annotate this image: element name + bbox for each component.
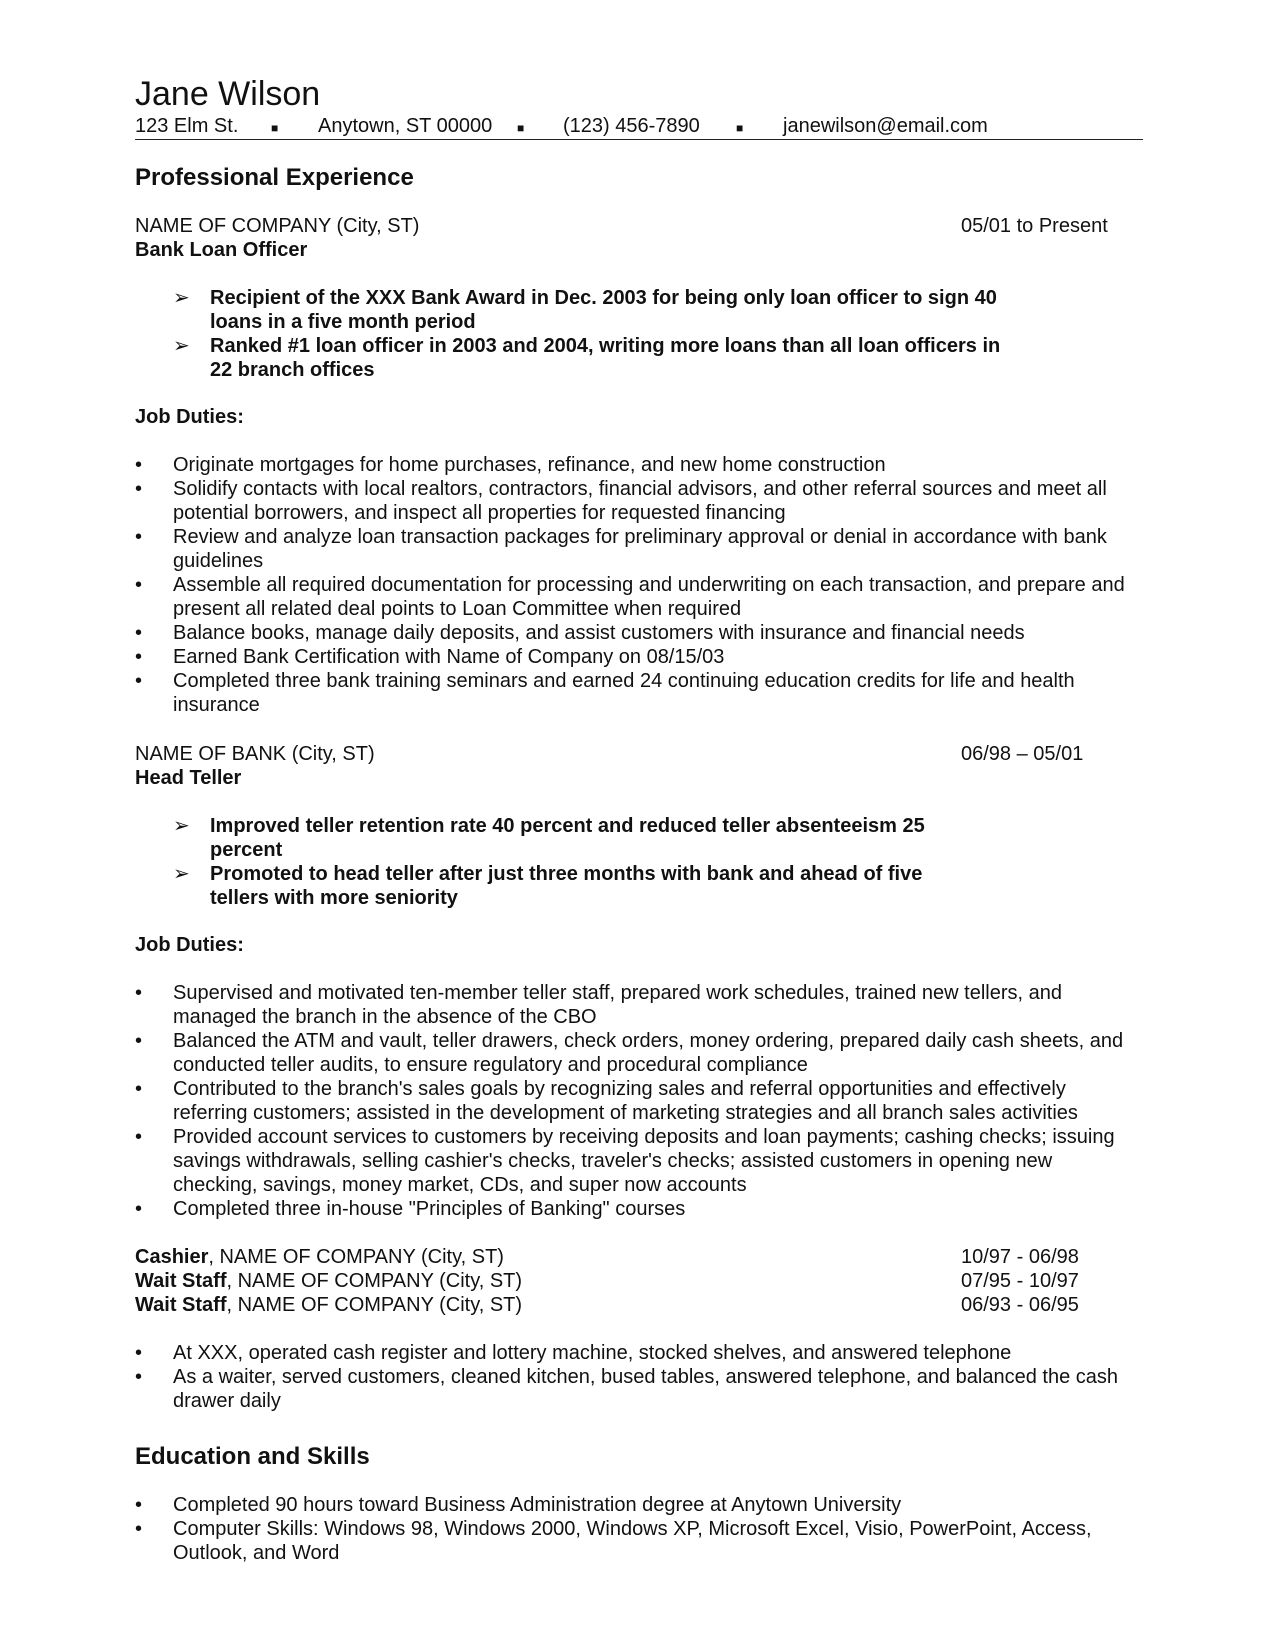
company-name: NAME OF BANK (City, ST)	[135, 743, 375, 765]
duty-item: • Solidify contacts with local realtors, contractors, financial advisors, and other referral sources and meet all potential borrowers, and inspect all properties for requested financing	[135, 478, 1107, 524]
duty-item: • At XXX, operated cash register and lottery machine, stocked shelves, and answered telephone	[135, 1342, 1012, 1364]
achievement-item: ➢ Ranked #1 loan officer in 2003 and 2004, writing more loans than all loan officers in 22 branch offices	[173, 335, 1001, 381]
arrow-bullet-icon: ➢	[173, 287, 190, 309]
job-date: 10/97 - 06/98	[961, 1246, 1079, 1268]
job-header	[135, 214, 1115, 238]
bullet-icon: •	[135, 454, 143, 476]
duty-item: • Completed three in-house "Principles of Banking" courses	[135, 1198, 686, 1220]
contact-line	[135, 114, 1143, 140]
separator-icon: ■	[271, 121, 279, 135]
city-state-zip: Anytown, ST 00000	[318, 115, 493, 137]
bullet-icon: •	[135, 1030, 143, 1052]
duty-item: • Supervised and motivated ten-member teller staff, prepared work schedules, trained new tellers, and managed the branch in the absence of the CBO	[135, 982, 1062, 1028]
job-title: Bank Loan Officer	[135, 239, 308, 261]
company-name: , NAME OF COMPANY (City, ST)	[208, 1246, 504, 1268]
other-job-row	[135, 1269, 1115, 1293]
bullet-icon: •	[135, 982, 143, 1004]
duty-list	[135, 1341, 1125, 1413]
bullet-icon: •	[135, 1126, 143, 1148]
arrow-bullet-icon: ➢	[173, 335, 190, 357]
duty-item: • Balance books, manage daily deposits, and assist customers with insurance and financial needs	[135, 622, 1025, 644]
duty-item: • Balanced the ATM and vault, teller drawers, check orders, money ordering, prepared daily cash sheets, and conducted teller audits, to ensure regulatory and procedural compliance	[135, 1030, 1124, 1076]
bullet-icon: •	[135, 1494, 143, 1516]
education-item: • Computer Skills: Windows 98, Windows 2000, Windows XP, Microsoft Excel, Visio, PowerPoint, Access, Outlook, and Word	[135, 1518, 1092, 1564]
job-date: 07/95 - 10/97	[961, 1270, 1079, 1292]
other-job-row	[135, 1245, 1115, 1269]
section-title-education: Education and Skills	[135, 1443, 370, 1470]
bullet-icon: •	[135, 574, 143, 596]
achievement-item: ➢ Recipient of the XXX Bank Award in Dec. 2003 for being only loan officer to sign 40 loans in a five month period	[173, 287, 997, 333]
duty-item: • As a waiter, served customers, cleaned kitchen, bused tables, answered telephone, and balanced the cash drawer daily	[135, 1366, 1119, 1412]
separator-icon: ■	[736, 121, 744, 135]
separator-icon: ■	[517, 121, 525, 135]
achievement-item: ➢ Improved teller retention rate 40 percent and reduced teller absenteeism 25 percent	[173, 815, 925, 861]
section-title-experience: Professional Experience	[135, 164, 414, 191]
duty-item: • Provided account services to customers by receiving deposits and loan payments; cashing checks; issuing savings withdrawals, selling cashier's checks, traveler's checks; assisted customers in opening new checking, savings, money market, CDs, and super now accounts	[135, 1126, 1115, 1196]
role-title: Wait Staff	[135, 1270, 227, 1292]
achievement-list	[173, 814, 973, 910]
education-item: • Completed 90 hours toward Business Administration degree at Anytown University	[135, 1494, 902, 1516]
achievement-item: ➢ Promoted to head teller after just three months with bank and ahead of five tellers with more seniority	[173, 863, 923, 909]
duty-item: • Originate mortgages for home purchases, refinance, and new home construction	[135, 454, 886, 476]
role-title: Cashier	[135, 1246, 209, 1268]
bullet-icon: •	[135, 526, 143, 548]
bullet-icon: •	[135, 670, 143, 692]
bullet-icon: •	[135, 478, 143, 500]
job-header	[135, 742, 1115, 766]
bullet-icon: •	[135, 1198, 143, 1220]
education-list	[135, 1493, 1125, 1565]
role-title: Wait Staff	[135, 1294, 227, 1316]
bullet-icon: •	[135, 1078, 143, 1100]
duty-item: • Assemble all required documentation for processing and underwriting on each transaction, and prepare and present all related deal points to Loan Committee when required	[135, 574, 1125, 620]
bullet-icon: •	[135, 1518, 143, 1540]
duty-item: • Completed three bank training seminars and earned 24 continuing education credits for life and health insurance	[135, 670, 1075, 716]
company-name: , NAME OF COMPANY (City, ST)	[226, 1270, 523, 1292]
bullet-icon: •	[135, 1366, 143, 1388]
job-date: 05/01 to Present	[961, 215, 1108, 237]
job-duties-label: Job Duties:	[135, 406, 244, 428]
bullet-icon: •	[135, 622, 143, 644]
duty-list	[135, 981, 1135, 1221]
email-address: janewilson@email.com	[783, 115, 988, 137]
job-title: Head Teller	[135, 767, 242, 789]
achievement-list	[173, 286, 1013, 382]
duty-list	[135, 453, 1135, 717]
arrow-bullet-icon: ➢	[173, 863, 190, 885]
arrow-bullet-icon: ➢	[173, 815, 190, 837]
other-job-row	[135, 1293, 1115, 1317]
phone-number: (123) 456-7890	[563, 115, 700, 137]
street-address: 123 Elm St.	[135, 115, 239, 137]
duty-item: • Review and analyze loan transaction packages for preliminary approval or denial in accordance with bank guidelines	[135, 526, 1107, 572]
job-date: 06/98 – 05/01	[961, 743, 1084, 765]
duty-item: • Contributed to the branch's sales goals by recognizing sales and referral opportunities and effectively referring customers; assisted in the development of marketing strategies and all branch sales activities	[135, 1078, 1078, 1124]
job-date: 06/93 - 06/95	[961, 1294, 1079, 1316]
company-name: NAME OF COMPANY (City, ST)	[135, 215, 420, 237]
bullet-icon: •	[135, 1342, 143, 1364]
company-name: , NAME OF COMPANY (City, ST)	[226, 1294, 523, 1316]
job-duties-label: Job Duties:	[135, 934, 244, 956]
duty-item: • Earned Bank Certification with Name of Company on 08/15/03	[135, 646, 725, 668]
applicant-name: Jane Wilson	[135, 75, 321, 113]
bullet-icon: •	[135, 646, 143, 668]
